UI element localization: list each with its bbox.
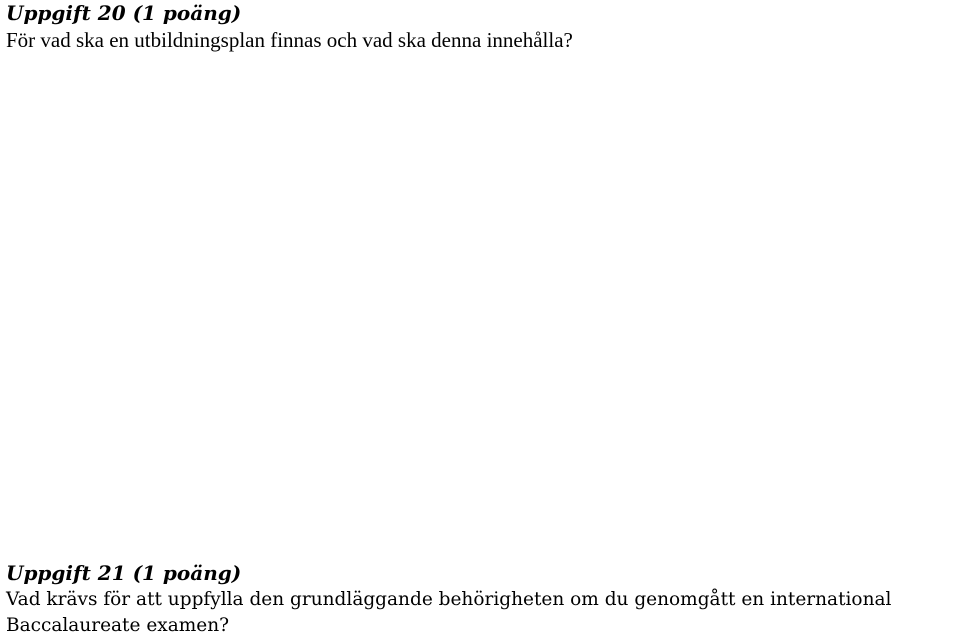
- task-title: Uppgift 21 (1 poäng): [6, 561, 242, 585]
- task-title: Uppgift 20 (1 poäng): [6, 1, 242, 25]
- task-20: [6, 0, 956, 53]
- task-21: [6, 560, 956, 639]
- task-question: För vad ska en utbildningsplan finnas och vad ska denna innehålla?: [6, 28, 573, 52]
- task-question: Vad krävs för att uppfylla den grundläggande behörigheten om du genomgått en international Baccalaureate examen?: [6, 589, 892, 636]
